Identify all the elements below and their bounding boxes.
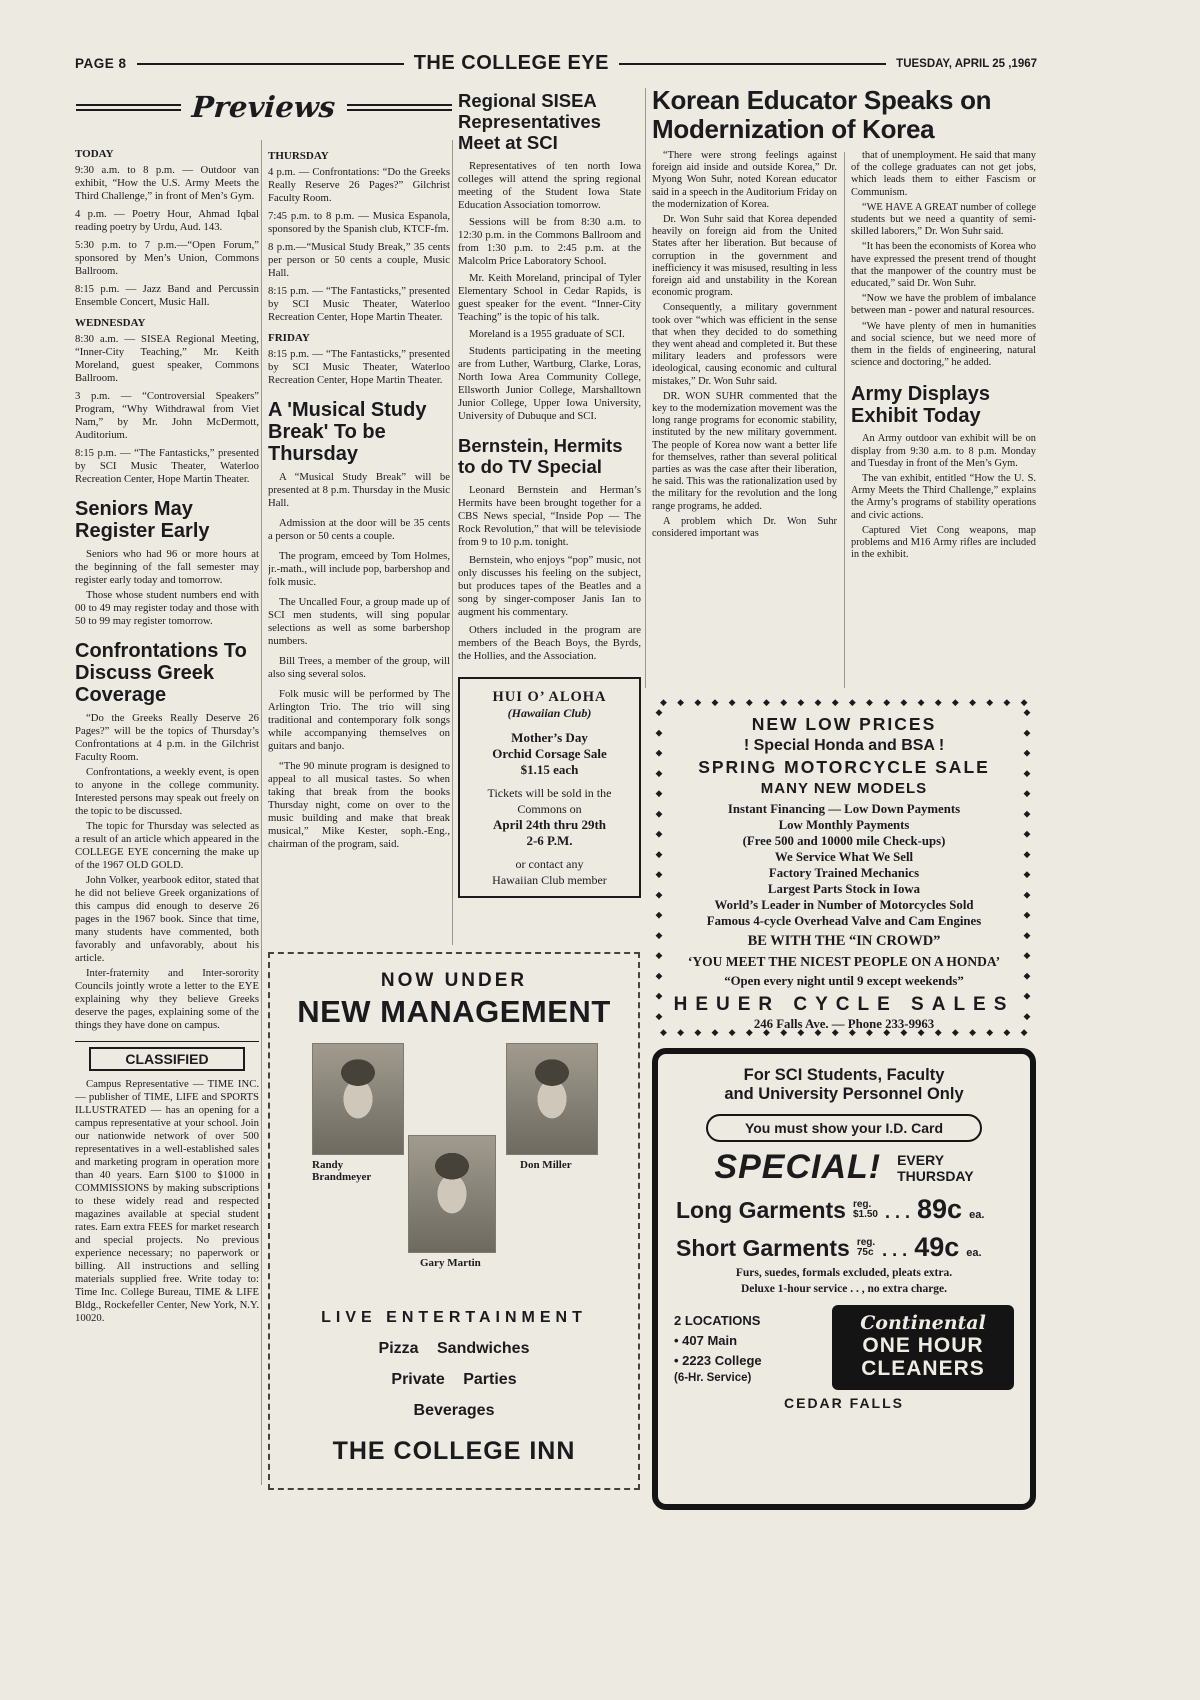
paragraph: “Do the Greeks Really Deserve 26 Pages?” will be the topics of Thursday’s Confrontations at 4 p.m. in the Gilchrist Faculty Room. — [75, 712, 259, 763]
headline: Seniors May Register Early — [75, 498, 210, 542]
id-card-notice: You must show your I.D. Card — [706, 1114, 982, 1142]
article-sisea — [458, 90, 641, 423]
paragraph: An Army outdoor van exhibit will be on display from 9:30 a.m. to 8 p.m. Monday and Tuesday in front of the Men’s Gym. — [851, 433, 1036, 469]
day-label: TODAY — [75, 148, 114, 160]
headline: Bernstein, Hermits to do TV Special — [458, 435, 623, 477]
paragraph: Confrontations, a weekly event, is open to anyone in the college community. Interested persons may speak out freely on the topic to be discussed. — [75, 766, 259, 817]
ad-line: Beverages — [413, 1402, 495, 1419]
ad-line: Famous 4-cycle Overhead Valve and Cam Engines — [706, 914, 982, 928]
ad-address: 246 Falls Ave. — Phone 233-9963 — [753, 1017, 935, 1031]
paragraph: Admission at the door will be 35 cents a person or 50 cents a couple. — [268, 517, 450, 542]
article-bernstein — [458, 435, 641, 663]
ad-note: Deluxe 1-hour service . . , no extra charge. — [740, 1283, 948, 1295]
korean-column-b — [851, 150, 1036, 692]
paragraph: The topic for Thursday was selected as a result of an article which appeared in the COLLEGE EYE concerning the make up of the 1967 OLD GOLD. — [75, 820, 259, 871]
ad-line: NEW LOW PRICES — [751, 714, 937, 734]
masthead-rule-right — [619, 63, 886, 65]
event-list — [75, 164, 259, 309]
paragraph: “Now we have the problem of imbalance between man - power and natural resources. — [851, 293, 1036, 317]
ad-line: Low Monthly Payments — [778, 818, 910, 832]
location-item: • 2223 College — [674, 1353, 762, 1368]
ad-line: Hawaiian Club member — [492, 873, 607, 887]
article-body — [458, 484, 641, 663]
day-label: FRIDAY — [268, 332, 310, 344]
paragraph: Bernstein, who enjoys “pop” music, not only discusses his feeling on the subject, but produces tapes of the Beatles and a song by singer-composer Janis Ian to augment his commentary. — [458, 554, 641, 618]
locations-label: 2 LOCATIONS — [674, 1313, 761, 1328]
column-rule — [261, 140, 262, 1485]
every-label: EVERY — [897, 1151, 945, 1168]
ad-line: Private Parties — [391, 1371, 517, 1388]
special-label: SPECIAL! — [714, 1148, 882, 1186]
ad-line: MANY NEW MODELS — [760, 780, 928, 797]
paragraph: “There were strong feelings against foreign aid inside and outside Korea,” Dr. Myong Won Suhr, noted Korean educator said in a speech in the Auditorium Friday on the modernization of Korea. — [652, 150, 837, 210]
ad-line: Tickets will be sold in the — [487, 786, 612, 800]
headline: Regional SISEA Representatives Meet at SCI — [458, 90, 601, 153]
sale-price: 89c — [917, 1194, 963, 1224]
column-3 — [458, 88, 641, 898]
ad-line: “Open every night until 9 except weekends” — [724, 974, 964, 988]
city-label: CEDAR FALLS — [784, 1395, 904, 1411]
event-item: 8:15 p.m. — “The Fantasticks,” presented by SCI Music Theater, Waterloo Recreation Center, Hope Martin Theater. — [75, 447, 259, 485]
classified-section — [75, 1041, 259, 1325]
ad-line: or contact any — [515, 857, 584, 871]
banner-rule-right — [347, 104, 452, 111]
photo-randy-brandmeyer — [312, 1043, 404, 1155]
classified-header: CLASSIFIED — [89, 1047, 245, 1071]
banner-rule-left — [76, 104, 181, 111]
garment-name: Short Garments — [676, 1235, 850, 1261]
event-item: 8:30 a.m. — SISEA Regional Meeting, “Inner-City Teaching,” Mr. Keith Moreland, guest speaker, Commons Ballroom. — [75, 333, 259, 384]
paragraph: Bill Trees, a member of the group, will also sing several solos. — [268, 655, 450, 680]
reg-price: $1.50 — [852, 1208, 878, 1220]
article-body — [851, 433, 1036, 561]
ad-line: (Free 500 and 10000 mile Check-ups) — [742, 834, 946, 848]
headline: Army Displays Exhibit Today — [851, 383, 990, 428]
article-body — [652, 150, 837, 540]
paragraph: Dr. Won Suhr said that Korea depended heavily on foreign aid from the United States after her liberation. But because of corruption in the government and inefficiency it was misused, resulting in less foreign aid and unstability in the Korean economic program. — [652, 214, 837, 299]
sale-price: 49c — [914, 1232, 960, 1262]
event-item: 8:15 p.m. — Jazz Band and Percussin Ensemble Concert, Music Hall. — [75, 283, 259, 308]
previews-banner — [76, 90, 452, 124]
ad-line: Commons on — [517, 802, 582, 816]
thursday-label: THURSDAY — [897, 1167, 974, 1184]
photo-gary-martin — [408, 1135, 496, 1253]
photo-caption: Gary Martin — [420, 1257, 481, 1269]
brand-script: Continental — [860, 1312, 986, 1334]
paragraph: Mr. Keith Moreland, principal of Tyler Elementary School in Cedar Rapids, is guest speaker for the event. “Inner-City Teaching” is the topic of his talk. — [458, 272, 641, 323]
event-list — [75, 333, 259, 486]
article-body — [75, 548, 259, 628]
price-rows — [672, 1194, 1016, 1263]
article-korean-headline — [652, 86, 1036, 144]
previews-today — [75, 148, 259, 309]
previews-thursday — [268, 150, 450, 324]
paragraph: DR. WON SUHR commented that the key to the modernization movement was the long range programs for economic stability, instituted by the new military government. The people of Korea now want a better life for themselves, rather than several political parties as was the case after their liberation, he said. This was the rationalization used by the military for the revolution and the long range programs, he added. — [652, 390, 837, 512]
photo-don-miller — [506, 1043, 598, 1155]
ad-line: LIVE ENTERTAINMENT — [321, 1309, 587, 1326]
location-item: • 407 Main — [674, 1333, 738, 1348]
photo-caption: Randy Brandmeyer — [312, 1159, 372, 1183]
staff-photos — [280, 1037, 628, 1299]
event-item: 8:15 p.m. — “The Fantasticks,” presented by SCI Music Theater, Waterloo Recreation Center, Hope Martin Theater. — [268, 285, 450, 323]
paragraph: Folk music will be performed by The Arlington Trio. The trio will sing traditional and contemporary folk songs while accompanying themselves on guitars and banjo. — [268, 688, 450, 752]
headline: Confrontations To Discuss Greek Coverage — [75, 640, 247, 706]
hui-o-aloha-ad — [458, 677, 641, 898]
ad-line: ! Special Honda and BSA ! — [743, 737, 945, 754]
paragraph: Sessions will be from 8:30 a.m. to 12:30 p.m. in the Commons Ballroom and from 1:30 p.m. to 2:45 p.m. at the Malcolm Price Laboratory School. — [458, 216, 641, 267]
diamond-border-right — [1022, 708, 1034, 1026]
diamond-border-top — [660, 696, 1028, 708]
locations — [674, 1305, 762, 1385]
ad-line: April 24th thru 29th — [492, 817, 607, 832]
every-thursday — [897, 1152, 974, 1184]
ad-title: HUI O’ ALOHA — [492, 689, 607, 705]
paragraph: Students participating in the meeting are from Luther, Wartburg, Clarke, Loras, North Iowa Area Community College, Ellsworth Junior College, Marshalltown Junior College, Upper Iowa University, University of Dubuque and SCI. — [458, 345, 641, 422]
reg-label: reg. — [856, 1236, 876, 1248]
honda-cycle-ad — [652, 694, 1036, 1040]
ad-line: NOW UNDER — [380, 970, 528, 991]
event-item: 5:30 p.m. to 7 p.m.—“Open Forum,” sponsored by Men’s Union, Commons Ballroom. — [75, 239, 259, 277]
ad-line: $1.15 each — [520, 762, 579, 777]
paragraph: “It has been the economists of Korea who have expressed the present trend of thought that the manpower of the country must be educated,” said Dr. Won Suhr. — [851, 241, 1036, 290]
ad-line: Largest Parts Stock in Iowa — [767, 882, 921, 896]
college-inn-ad — [268, 952, 640, 1490]
dots: . . . — [882, 1240, 908, 1260]
ad-line: and University Personnel Only — [724, 1085, 964, 1103]
event-item: 3 p.m. — “Controversial Speakers” Program, “Why Withdrawal from Viet Nam,” by Mr. John McDermott, Auditorium. — [75, 390, 259, 441]
paragraph: “WE HAVE A GREAT number of college students but we need a quantity of semi-skilled laborers,” Dr. Won Suhr said. — [851, 201, 1036, 238]
price-row — [672, 1194, 1016, 1225]
ad-line: Orchid Corsage Sale — [492, 746, 607, 761]
ad-line: For SCI Students, Faculty — [743, 1066, 945, 1084]
headline: A 'Musical Study Break' To be Thursday — [268, 399, 427, 465]
regular-price — [853, 1200, 878, 1220]
event-item: 9:30 a.m. to 8 p.m. — Outdoor van exhibit, “How the U.S. Army Meets the Third Challenge,” in front of Men’s Gym. — [75, 164, 259, 202]
paragraph: A problem which Dr. Won Suhr considered important was — [652, 515, 837, 540]
each-label: ea. — [969, 1209, 985, 1221]
each-label: ea. — [966, 1247, 982, 1259]
brand-line: CLEANERS — [861, 1357, 985, 1380]
paragraph: that of unemployment. He said that many of the college graduates can not get jobs, which leads them to either Fascism or Communism. — [851, 150, 1036, 198]
event-list — [268, 166, 450, 324]
previews-wednesday — [75, 317, 259, 486]
ad-line: Mother’s Day — [511, 730, 588, 745]
classified-body: Campus Representative — TIME INC. — publisher of TIME, LIFE and SPORTS ILLUSTRATED — has an opening for a campus representative at your school. Join our nationwide network of over 500 representatives in a well-established sales and marketing program in operation more than 40 years. Earn $100 to $1000 in COMMISSIONS by making subscriptions to these widely read and respected magazines available at special student rates. Earn extra FEES for market research and special projects. No previous experience necessary; no paperwork or billing. All instructions and selling materials supplied free. Write today to: Time Inc. College Bureau, TIME & LIFE Bldg., Rockefeller Center, New York, N.Y. 10020. — [75, 1078, 259, 1324]
ad-line: Factory Trained Mechanics — [768, 866, 920, 880]
event-item: 8:15 p.m. — “The Fantasticks,” presented by SCI Music Theater, Waterloo Recreation Center, Hope Martin Theater. — [268, 348, 450, 386]
section-rule — [75, 1041, 259, 1042]
dots: . . . — [885, 1202, 911, 1222]
korean-column-a — [652, 150, 837, 692]
column-rule — [645, 88, 646, 688]
paragraph: Leonard Bernstein and Herman’s Hermits have been brought together for a CBS News special, “Inside Pop — The Rock Revolution,” that will be televisiode from 9 to 10 p.m. tonight. — [458, 484, 641, 548]
ad-subtitle: (Hawaiian Club) — [507, 706, 592, 720]
article-body — [75, 712, 259, 1032]
paragraph: “The 90 minute program is designed to appeal to all musical tastes. So when taking that break from the books Thursday night, come on over to the music building and make that break musical,” Mike Kester, soph.-Eng., chairman of the program, said. — [268, 760, 450, 850]
masthead-rule-left — [137, 63, 404, 65]
article-korean-body — [652, 150, 1036, 692]
ad-line: Pizza Sandwiches — [378, 1340, 530, 1357]
event-list — [268, 348, 450, 387]
article-seniors-register — [75, 498, 259, 628]
previews-title: Previews — [191, 90, 337, 124]
paragraph: John Volker, yearbook editor, stated that he did not believe Greek organizations of this campus did enough to deserve 26 pages in the 1967 book. Since that time, many students have commented, both favorably and unfavorably, about his article. — [75, 874, 259, 964]
headline: Korean Educator Speaks on Modernization of Korea — [652, 85, 992, 144]
reg-label: reg. — [852, 1198, 872, 1210]
issue-date: TUESDAY, APRIL 25 ,1967 — [896, 57, 1038, 70]
paragraph: The Uncalled Four, a group made up of SCI men students, will sing popular selections as well as some barbershop numbers. — [268, 596, 450, 647]
event-item: 7:45 p.m. to 8 p.m. — Musica Espanola, sponsored by the Spanish club, KTCF-fm. — [268, 210, 450, 235]
location-note: (6-Hr. Service) — [674, 1372, 752, 1384]
one-hour-cleaners-ad — [652, 1048, 1036, 1510]
paragraph: Inter-fraternity and Inter-sorority Councils jointly wrote a letter to the EYE explaining why they believe Greeks deserve the pages, explaining some of the things they have done on campus. — [75, 967, 259, 1031]
ad-note: Furs, suedes, formals excluded, pleats extra. — [735, 1267, 953, 1279]
event-item: 4 p.m. — Confrontations: “Do the Greeks Really Reserve 26 Pages?” Gilchrist Faculty Room. — [268, 166, 450, 204]
paragraph: Others included in the program are members of the Beach Boys, the Byrds, the Hollies, and the Association. — [458, 624, 641, 662]
ad-line: Instant Financing — Low Down Payments — [727, 802, 961, 816]
ad-line: SPRING MOTORCYCLE SALE — [698, 757, 990, 777]
photo-caption: Don Miller — [520, 1159, 572, 1171]
column-2 — [268, 140, 450, 948]
paragraph: Captured Viet Cong weapons, map problems and M16 Army rifles are included in the exhibit. — [851, 524, 1036, 561]
special-row — [672, 1148, 1016, 1187]
brand-box — [832, 1305, 1014, 1390]
brand-line: ONE HOUR — [862, 1334, 984, 1357]
day-label: WEDNESDAY — [75, 317, 146, 329]
page-number: PAGE 8 — [75, 56, 127, 71]
ad-line: BE WITH THE “IN CROWD” — [747, 933, 941, 949]
cleaners-bottom — [672, 1305, 1016, 1390]
paragraph: Moreland is a 1955 graduate of SCI. — [469, 328, 625, 340]
column-rule — [452, 140, 453, 945]
paragraph: Those whose student numbers end with 00 to 49 may register today and those with 50 to 99 may register tomorrow. — [75, 589, 259, 627]
column-1 — [75, 140, 259, 1500]
paragraph: The van exhibit, entitled “How the U. S. Army Meets the Third Challenge,” explains the Army’s programs of stability operations and civic actions. — [851, 473, 1036, 521]
day-label: THURSDAY — [268, 150, 329, 162]
regular-price — [857, 1238, 875, 1258]
diamond-border-left — [654, 708, 666, 1026]
price-row — [672, 1232, 1016, 1263]
article-body — [851, 150, 1036, 369]
article-body — [268, 471, 450, 851]
article-confrontations — [75, 640, 259, 1032]
diamond-border-bottom — [660, 1026, 1028, 1038]
paragraph: A “Musical Study Break” will be presented at 8 p.m. Thursday in the Music Hall. — [268, 471, 450, 509]
paragraph: The program, emceed by Tom Holmes, jr.-math., will include pop, barbershop and folk music. — [268, 550, 450, 588]
ad-line: World’s Leader in Number of Motorcycles Sold — [714, 898, 974, 912]
ad-business-name: THE COLLEGE INN — [332, 1437, 576, 1465]
article-army-exhibit — [851, 383, 1036, 561]
article-musical-study-break — [268, 399, 450, 851]
ad-line: ‘YOU MEET THE NICEST PEOPLE ON A HONDA’ — [687, 954, 1001, 969]
previews-friday — [268, 332, 450, 387]
garment-name: Long Garments — [676, 1197, 846, 1223]
ad-dealer-name: HEUER CYCLE SALES — [673, 994, 1015, 1015]
ad-line: We Service What We Sell — [774, 850, 914, 864]
reg-price: 75c — [856, 1246, 874, 1258]
masthead — [75, 52, 1037, 75]
paragraph: Representatives of ten north Iowa colleges will attend the spring regional meeting of the Student Iowa State Education Association tomorrow. — [458, 160, 641, 211]
ad-line: NEW MANAGEMENT — [297, 994, 611, 1029]
paragraph: Consequently, a military government took over “which was efficient in the sense that when they decided to do something they went ahead and completed it. But these military leaders and professors were ideological, causing economic and cultural mistakes,” Dr. Won Suhr said. — [652, 302, 837, 387]
paragraph: Seniors who had 96 or more hours at the beginning of the fall semester may register early today and tomorrow. — [75, 548, 259, 586]
event-item: 8 p.m.—“Musical Study Break,” 35 cents per person or 50 cents a couple, Music Hall. — [268, 241, 450, 279]
newspaper-title: THE COLLEGE EYE — [413, 52, 609, 74]
event-item: 4 p.m. — Poetry Hour, Ahmad Iqbal reading poetry by Urdu, Aud. 143. — [75, 208, 259, 233]
article-body — [458, 160, 641, 423]
ad-line: 2-6 P.M. — [526, 833, 573, 848]
paragraph: “We have plenty of men in humanities and social science, but we need more of them in the fields of engineering, natural science and doctoring,” he added. — [851, 320, 1036, 369]
